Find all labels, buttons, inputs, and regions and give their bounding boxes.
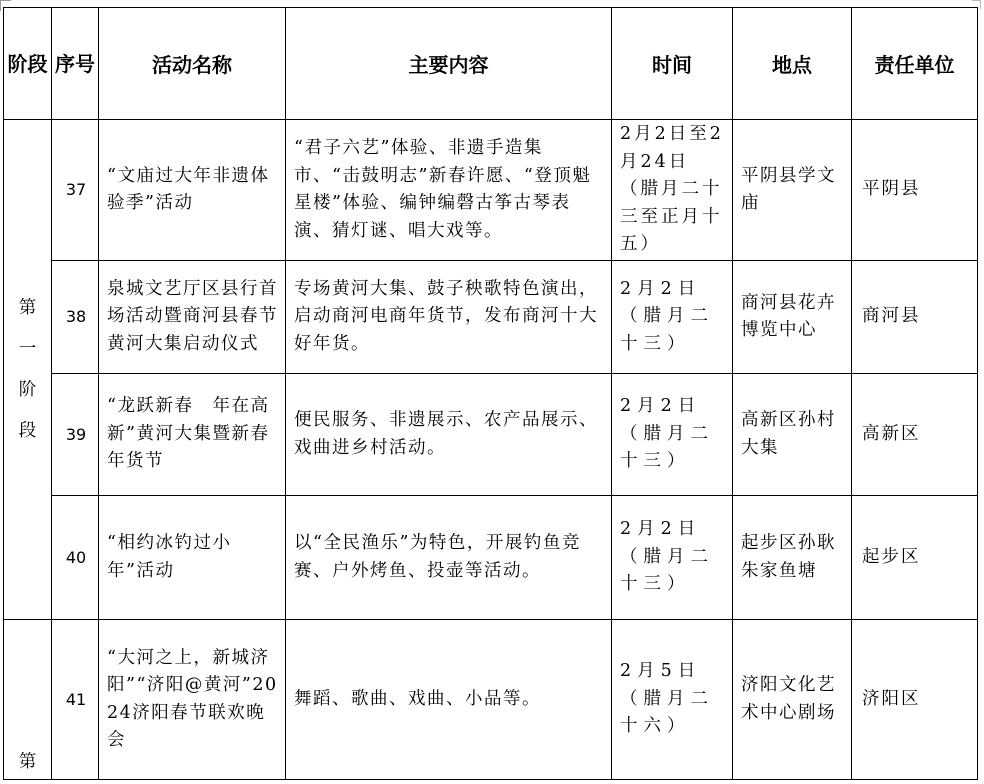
name-cell: “相约冰钓过小年”活动 (99, 496, 286, 620)
name-cell: “文庙过大年非遗体验季”活动 (99, 120, 286, 261)
phase-label: 第一阶段 (18, 297, 37, 441)
header-seq: 序号 (52, 8, 99, 120)
unit-cell: 商河县 (852, 261, 978, 374)
content-cell: “君子六艺”体验、非遗手造集市、“击鼓明志”新春许愿、“登顶魁星楼”体验、编钟编磬古筝古琴表演、猜灯谜、唱大戏等。 (286, 120, 612, 261)
place-cell: 起步区孙耿朱家鱼塘 (733, 496, 852, 620)
seq-cell: 37 (52, 120, 99, 261)
place-cell: 高新区孙村大集 (733, 374, 852, 496)
unit-cell: 起步区 (852, 496, 978, 620)
header-unit: 责任单位 (852, 8, 978, 120)
header-time: 时间 (612, 8, 733, 120)
table-row (4, 374, 978, 496)
unit-cell: 济阳区 (852, 620, 978, 780)
activity-schedule-table (3, 7, 978, 780)
time-cell: 2月2日（腊月二十三） (612, 261, 733, 374)
name-cell: “龙跃新春 年在高新”黄河大集暨新春年货节 (99, 374, 286, 496)
content-cell: 以“全民渔乐”为特色，开展钓鱼竞赛、户外烤鱼、投壶等活动。 (286, 496, 612, 620)
time-cell: 2月2日（腊月二十三） (612, 496, 733, 620)
header-phase: 阶段 (4, 8, 52, 120)
name-cell: 泉城文艺厅区县行首场活动暨商河县春节黄河大集启动仪式 (99, 261, 286, 374)
unit-cell: 高新区 (852, 374, 978, 496)
unit-cell: 平阴县 (852, 120, 978, 261)
phase-label: 第 (18, 752, 37, 772)
header-place: 地点 (733, 8, 852, 120)
header-name: 活动名称 (99, 8, 286, 120)
seq-cell: 38 (52, 261, 99, 374)
table-row (4, 620, 978, 780)
table-row (4, 496, 978, 620)
seq-cell: 39 (52, 374, 99, 496)
place-cell: 平阴县学文庙 (733, 120, 852, 261)
time-cell: 2月2日（腊月二十三） (612, 374, 733, 496)
seq-cell: 41 (52, 620, 99, 780)
table-header-row (4, 8, 978, 120)
table-row (4, 261, 978, 374)
time-cell: 2月5日（腊月二十六） (612, 620, 733, 780)
content-cell: 专场黄河大集、鼓子秧歌特色演出，启动商河电商年货节，发布商河十大好年货。 (286, 261, 612, 374)
table-row (4, 120, 978, 261)
content-cell: 舞蹈、歌曲、戏曲、小品等。 (286, 620, 612, 780)
seq-cell: 40 (52, 496, 99, 620)
content-cell: 便民服务、非遗展示、农产品展示、戏曲进乡村活动。 (286, 374, 612, 496)
name-cell: “大河之上，新城济阳”“济阳@黄河”2024济阳春节联欢晚会 (99, 620, 286, 780)
phase-cell-second (4, 620, 52, 780)
place-cell: 济阳文化艺术中心剧场 (733, 620, 852, 780)
phase-cell-first (4, 120, 52, 620)
time-cell: 2月2日至2月24日（腊月二十三至正月十五） (612, 120, 733, 261)
place-cell: 商河县花卉博览中心 (733, 261, 852, 374)
header-content: 主要内容 (286, 8, 612, 120)
